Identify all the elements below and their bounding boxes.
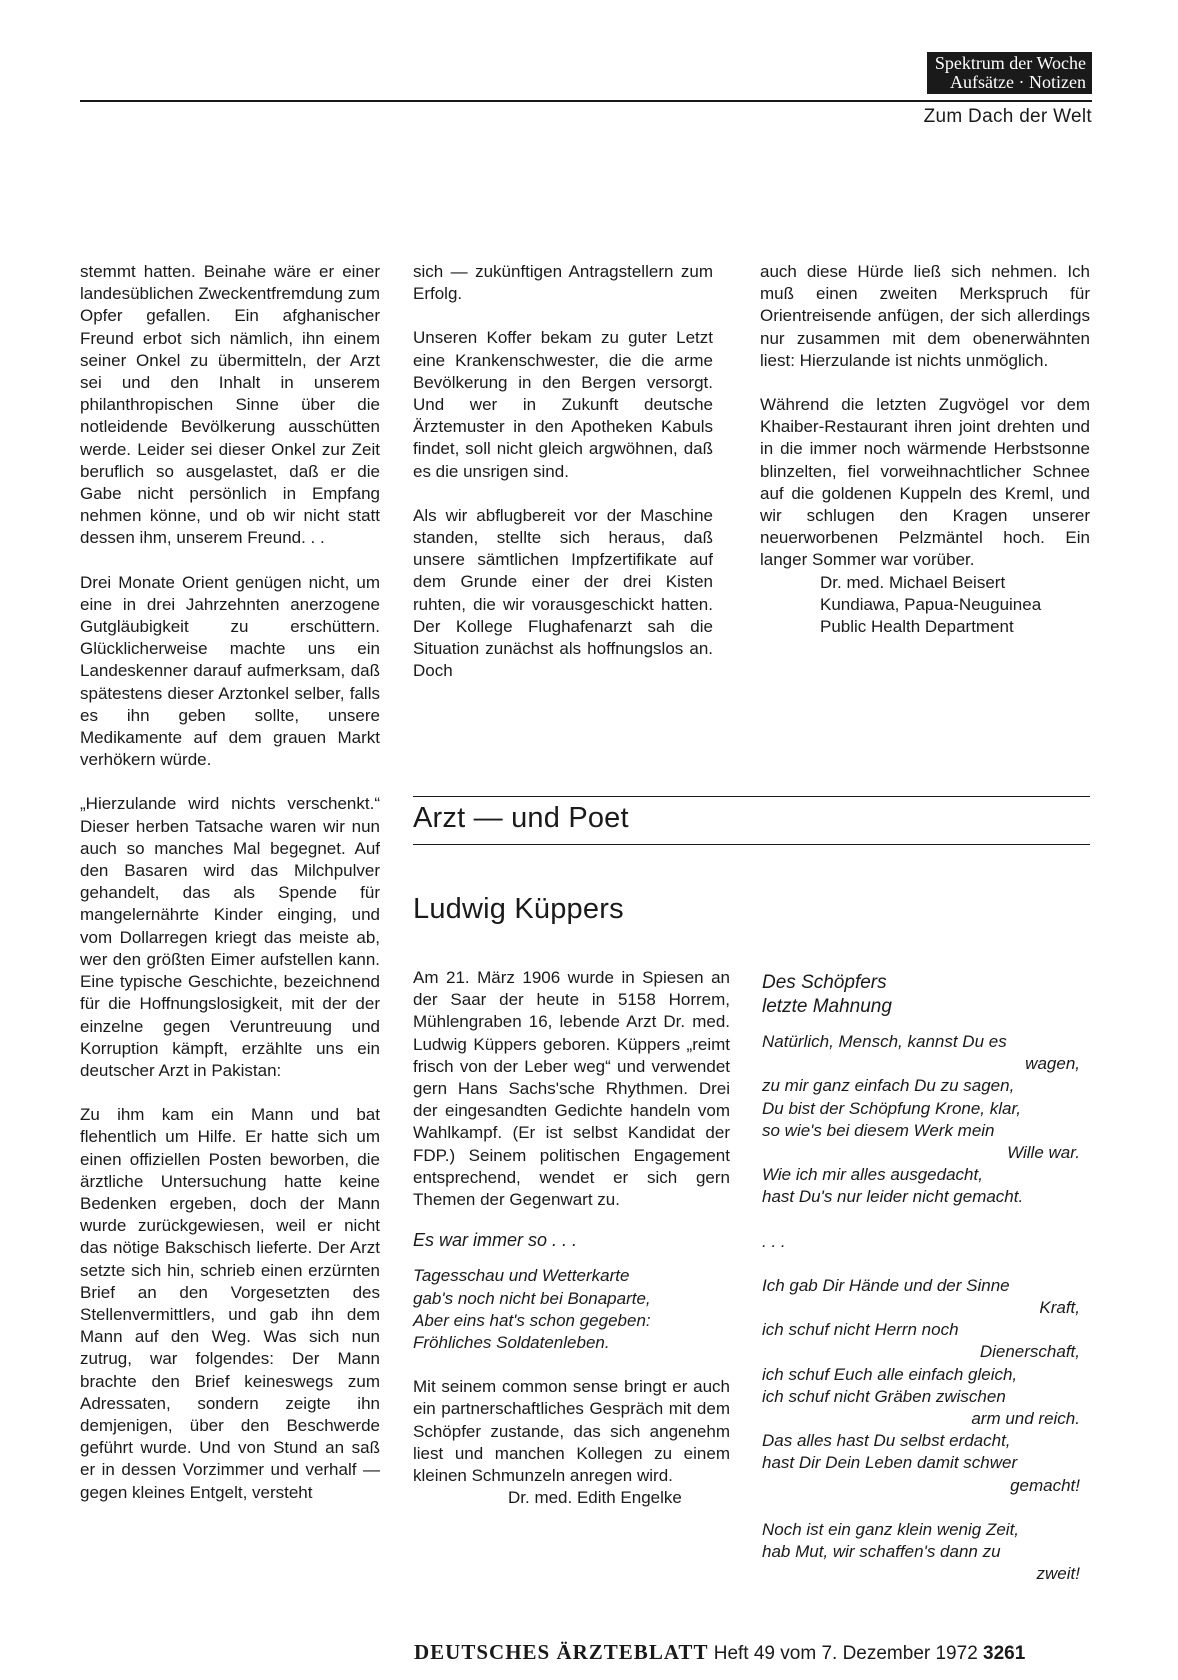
poem-2-s2-line-4-end: arm und reich. (971, 1409, 1080, 1429)
poem-2-s2-line-6: hast Dir Dein Leben damit schwer (762, 1453, 1018, 1473)
col1-paragraph-1: stemmt hatten. Beinahe wäre er einer landesüblichen Zweckentfremdung zum Opfer gefallen. Ein afghanischer Freund erbot sich nämlich, ihn einem seiner Onkel zu übermitteln, der Arzt sei und den Inhalt in unserem philanthropischen Sinne über die notleidende Bevölkerung ausschütten werde. Leider sei dieser Onkel zur Zeit beruflich so ausgelastet, daß er die Gabe nicht persönlich in Empfang nehmen könne, und ob wir nicht statt dessen ihm, unserem Freund. . . (80, 262, 380, 548)
author-name: Dr. med. Michael Beisert (820, 572, 1006, 592)
poem-2-s2-line-1-end: Kraft, (1039, 1298, 1080, 1318)
poem-1-title: Es war immer so . . . (413, 1230, 578, 1251)
col2-paragraph-3: Als wir abflugbereit vor der Maschine standen, stellte sich heraus, daß unsere sämtlichen Impfzertifikate auf dem Grunde einer der drei Kisten ruhten, die wir vorausgeschickt hatten. Der Kollege Flughafenarzt sah die Situation zunächst als hoffnungslos an. Doch (413, 505, 713, 681)
section-rule-top (413, 796, 1090, 797)
poem-2 (762, 1031, 1080, 1585)
col1-paragraph-2: Drei Monate Orient genügen nicht, um eine in drei Jahrzehnten anerzogene Gutgläubigkeit zu erschüttern. Glücklicherweise machte uns ein Landeskenner darauf aufmerksam, daß spätestens dieser Arztonkel selber, falls es ihn geben sollte, unsere Medikamente auf dem grauen Markt verhökern würde. (80, 572, 380, 770)
poem-2-title-line-1: Des Schöpfers (762, 972, 887, 993)
author-signature (760, 572, 1090, 639)
bio-column (413, 967, 730, 1509)
col1-paragraph-4: Zu ihm kam ein Mann und bat flehentlich um Hilfe. Er hatte sich um einen offiziellen Posten beworben, die ärztliche Untersuchung hatte keine Bedenken ergeben, doch der Mann wurde zurückgewiesen, weil er nicht das nötige Bakschisch lieferte. Der Arzt setzte sich hin, schrieb einen erzürnten Brief an den Vorgesetzten des Stellenvermittlers, und gab ihn dem Mann auf den Weg. Was sich nun zutrug, war folgendes: Der Mann brachte den Brief keineswegs zum Adressaten, sondern zeigte ihn demjenigen, über den Beschwerde geführt wurde. Und von Stund an saß er in dessen Vorzimmer und verhalf — gegen kleines Entgelt, versteht (80, 1105, 380, 1502)
poem-2-s1-line-2: zu mir ganz einfach Du zu sagen, (762, 1076, 1015, 1096)
section-badge (927, 52, 1092, 94)
poem-2-stanza-3 (762, 1519, 1080, 1586)
poem-1 (413, 1265, 730, 1354)
poem-2-s1-line-4-end: Wille war. (1007, 1143, 1080, 1163)
bio-paragraph-1: Am 21. März 1906 wurde in Spiesen an der Saar der heute in 5158 Horrem, Mühlengraben 16, lebende Arzt Dr. med. Ludwig Küppers geboren. Küppers „reimt frisch von der Leber weg“ und verwendet gern Hans Sachs'sche Rhythmen. Drei der eingesandten Gedichte handeln vom Wahlkampf. (Er ist selbst Kandidat der FDP.) Seinem politischen Engagement entsprechend, wendet er sich gern Themen der Gegenwart zu. (413, 968, 730, 1210)
poem-2-s2-line-5: Das alles hast Du selbst erdacht, (762, 1431, 1011, 1451)
poem-2-s1-line-4: so wie's bei diesem Werk mein (762, 1120, 995, 1140)
author-department: Public Health Department (820, 617, 1014, 637)
poem-1-line-4: Fröhliches Soldatenleben. (413, 1333, 610, 1353)
poem-2-s1-line-6: hast Du's nur leider nicht gemacht. (762, 1187, 1024, 1207)
poem-2-s2-line-4: ich schuf nicht Gräben zwischen (762, 1386, 1006, 1406)
poem-1-line-1: Tagesschau und Wetterkarte (413, 1266, 630, 1286)
col2-paragraph-2: Unseren Koffer bekam zu guter Letzt eine Krankenschwester, die die arme Bevölkerung in den Bergen versorgt. Und wer in Zukunft deutsche Ärztemuster in den Apotheken Kabuls findet, soll nicht gleich argwöhnen, daß es die unsrigen sind. (413, 328, 713, 481)
col2-paragraph-1: sich — zukünftigen Antragstellern zum Erfolg. (413, 262, 713, 304)
article-header-title: Zum Dach der Welt (923, 106, 1092, 127)
poem-2-s3-line-2: hab Mut, wir schaffen's dann zu (762, 1542, 1001, 1562)
issue-info: Heft 49 vom 7. Dezember 1972 (713, 1643, 978, 1664)
page-footer (414, 1640, 1025, 1665)
poem-2-s2-line-2-end: Dienerschaft, (979, 1342, 1080, 1362)
bio-signature: Dr. med. Edith Engelke (508, 1488, 682, 1508)
author-location: Kundiawa, Papua-Neuguinea (820, 594, 1042, 614)
col3-paragraph-1: auch diese Hürde ließ sich nehmen. Ich muß einen zweiten Merkspruch für Orientreisende anfügen, der sich allerdings nur zusammen mit dem obenerwähnten liest: Hierzulande ist nichts unmöglich. (760, 262, 1090, 370)
poem-2-s1-line-5: Wie ich mir alles ausgedacht, (762, 1165, 983, 1185)
bio-paragraph-2: Mit seinem common sense bringt er auch ein partnerschaftliches Gespräch mit dem Schöpfer zustande, das sich angenehm liest und manchen Kollegen zu einem kleinen Schmunzeln anregen wird. (413, 1377, 730, 1486)
poem-2-s1-line-1-end: wagen, (1025, 1054, 1080, 1074)
poem-2-title (762, 971, 1080, 1019)
poem-2-s1-line-3: Du bist der Schöpfung Krone, klar, (762, 1098, 1021, 1118)
badge-line-2: Aufsätze · Notizen (950, 72, 1086, 92)
poem-2-s2-line-1: Ich gab Dir Hände und der Sinne (762, 1275, 1010, 1295)
poem-2-s3-line-1: Noch ist ein ganz klein wenig Zeit, (762, 1519, 1020, 1539)
poem-2-s2-line-3: ich schuf Euch alle einfach gleich, (762, 1364, 1018, 1384)
poem-1-line-2: gab's noch nicht bei Bonaparte, (413, 1288, 651, 1308)
col3-paragraph-2: Während die letzten Zugvögel vor dem Khaiber-Restaurant ihren joint drehten und in die immer noch wärmende Herbstsonne blinzelten, fiel vorweihnachtlicher Schnee auf die goldenen Kuppeln des Kreml, und wir schlugen den Kragen unserer neuerworbenen Pelzmäntel hoch. Ein langer Sommer war vorüber. (760, 395, 1090, 570)
poem-2-s3-line-2-end: zweit! (1036, 1564, 1080, 1584)
header-rule (80, 100, 1092, 102)
poem-2-s1-line-1: Natürlich, Mensch, kannst Du es (762, 1032, 1007, 1051)
poem-2-s2-line-2: ich schuf nicht Herrn noch (762, 1320, 959, 1340)
column-2 (413, 261, 713, 682)
poem-2-column (762, 971, 1080, 1585)
poem-2-stanza-2 (762, 1275, 1080, 1497)
section-rule-bottom (413, 844, 1090, 845)
column-3 (760, 261, 1090, 638)
journal-name: DEUTSCHES ÄRZTEBLATT (414, 1640, 709, 1664)
page-number: 3261 (983, 1643, 1026, 1664)
poem-2-stanza-1 (762, 1031, 1080, 1209)
section-title: Arzt — und Poet (413, 802, 629, 834)
poem-2-s2-line-6-end: gemacht! (1010, 1475, 1080, 1495)
poem-2-ellipsis: . . . (762, 1231, 786, 1251)
col1-paragraph-3: „Hierzulande wird nichts verschenkt.“ Dieser herben Tatsache waren wir nun auch so manches Mal begegnet. Auf den Basaren wird das Milchpulver gehandelt, das als Spende für mangelernährte Kinder einging, und vom Dollarregen kriegt das meiste ab, wer den größten Eimer aufstellen kann. Eine typische Geschichte, bezeichnend für die Hoffnungslosigkeit, mit der der einzelne gegen Veruntreuung und Korruption kämpft, erzählte uns ein deutscher Arzt in Pakistan: (80, 794, 380, 1080)
column-1 (80, 261, 380, 1504)
badge-line-1: Spektrum der Woche (934, 53, 1086, 73)
section-subtitle: Ludwig Küppers (413, 893, 624, 925)
poem-2-title-line-2: letzte Mahnung (762, 996, 892, 1017)
poem-1-line-3: Aber eins hat's schon gegeben: (413, 1310, 651, 1330)
